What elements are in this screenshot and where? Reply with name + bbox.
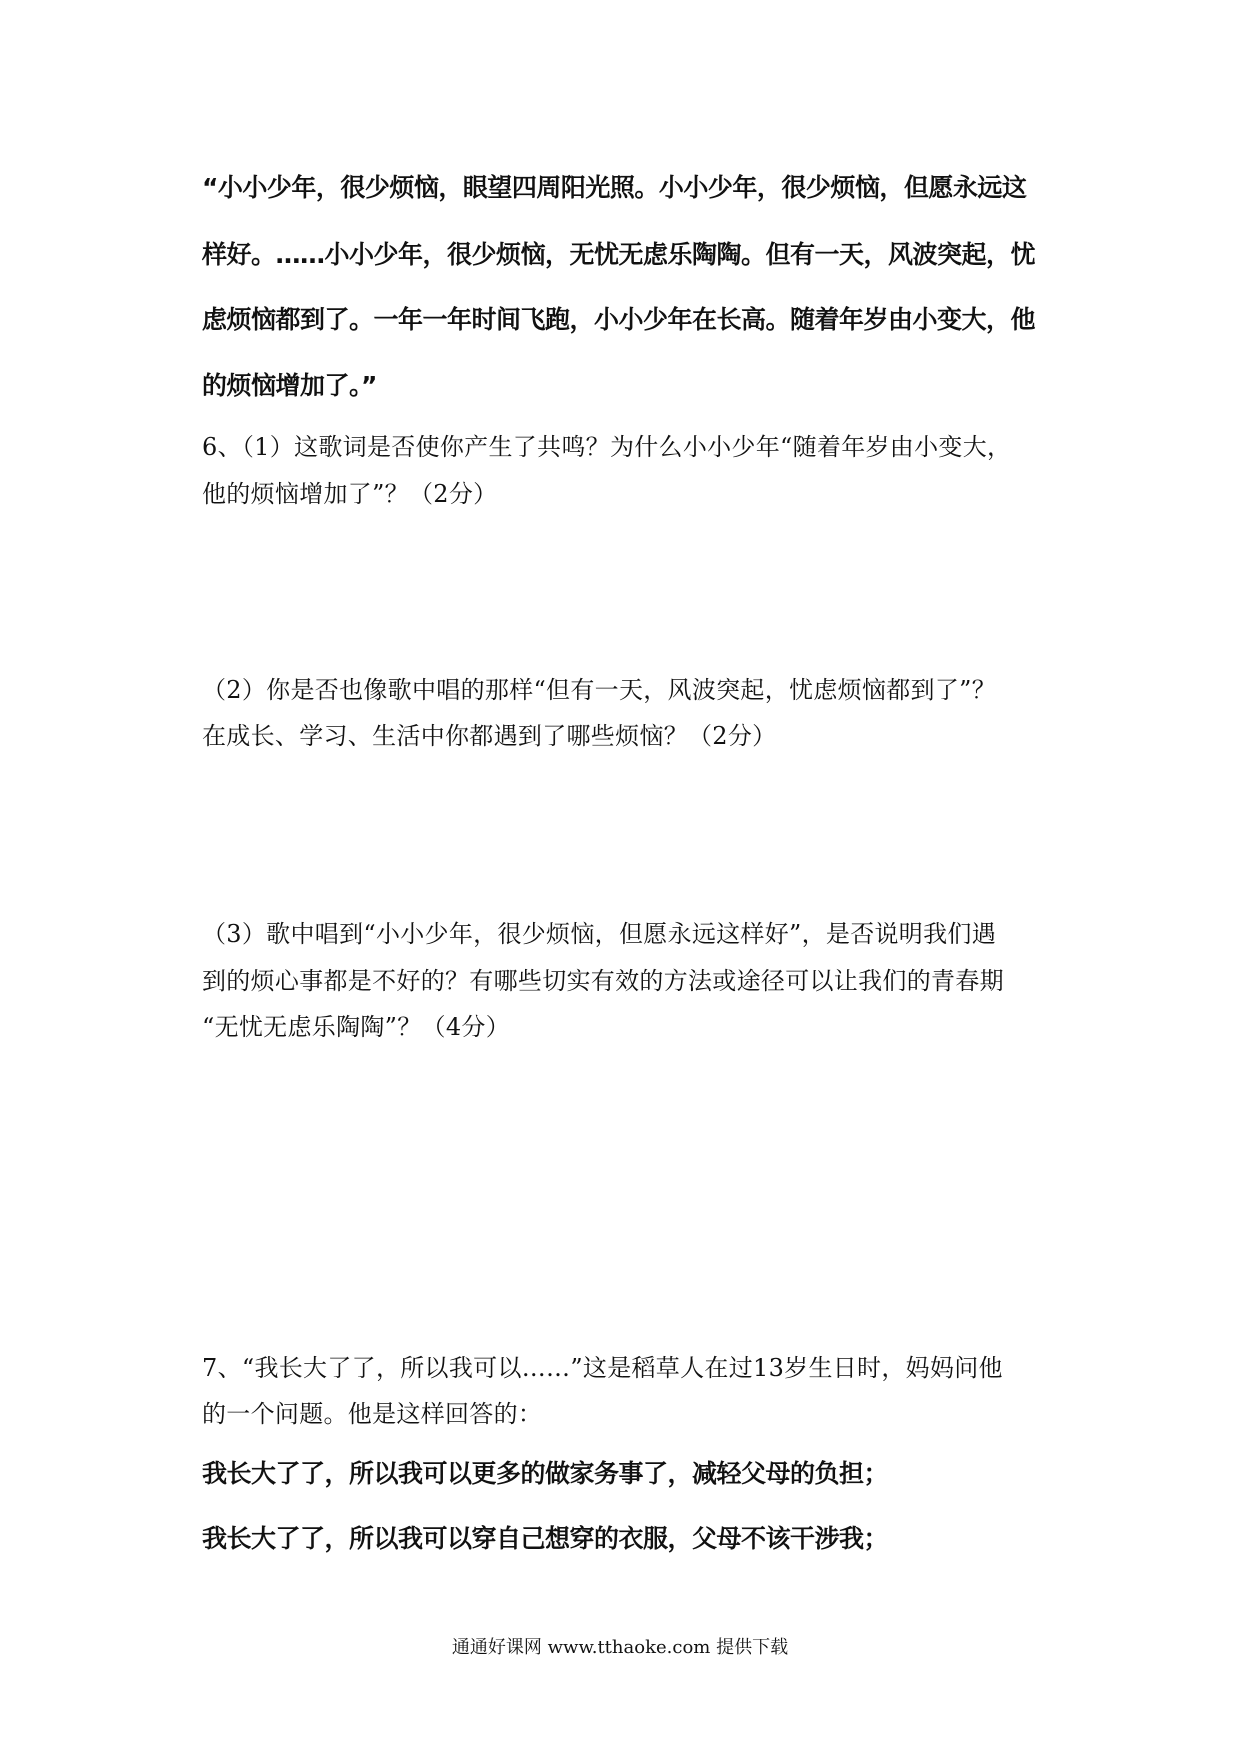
question6-part2-line-1: （2）你是否也像歌中唱的那样“但有一天，风波突起，忧虑烦恼都到了”？ <box>202 676 997 704</box>
question7-prompt-line-1: 7、“我长大了了，所以我可以……”这是稻草人在过13岁生日时，妈妈问他 <box>202 1354 1003 1382</box>
lyrics-line-3: 虑烦恼都到了。一年一年时间飞跑，小小少年在长高。随着年岁由小变大，他 <box>202 305 1036 334</box>
question7-answer-2: 我长大了了，所以我可以穿自己想穿的衣服，父母不该干涉我； <box>202 1524 889 1553</box>
question6-part3-line-2: 到的烦心事都是不好的？有哪些切实有效的方法或途径可以让我们的青春期 <box>202 967 1004 995</box>
question6-part2-line-2: 在成长、学习、生活中你都遇到了哪些烦恼？（2分） <box>202 722 777 750</box>
page-footer: 通通好课网 www.tthaoke.com 提供下载 <box>451 1637 789 1658</box>
lyrics-line-4: 的烦恼增加了。” <box>202 371 377 400</box>
question7-answer-1: 我长大了了，所以我可以更多的做家务事了，减轻父母的负担； <box>202 1459 889 1488</box>
question6-part1-line-1: 6、（1）这歌词是否使你产生了共鸣？为什么小小少年“随着年岁由小变大， <box>202 433 1012 461</box>
question6-part3-line-1: （3）歌中唱到“小小少年，很少烦恼，但愿永远这样好”，是否说明我们遇 <box>202 920 997 948</box>
question6-part3-line-3: “无忧无虑乐陶陶”？（4分） <box>202 1013 511 1041</box>
lyrics-line-1: “小小少年，很少烦恼，眼望四周阳光照。小小少年，很少烦恼，但愿永远这 <box>202 173 1027 202</box>
lyrics-line-2: 样好。……小小少年，很少烦恼，无忧无虑乐陶陶。但有一天，风波突起，忧 <box>202 240 1036 269</box>
question6-part1-line-2: 他的烦恼增加了”？（2分） <box>202 480 498 508</box>
question7-prompt-line-2: 的一个问题。他是这样回答的： <box>202 1400 543 1428</box>
